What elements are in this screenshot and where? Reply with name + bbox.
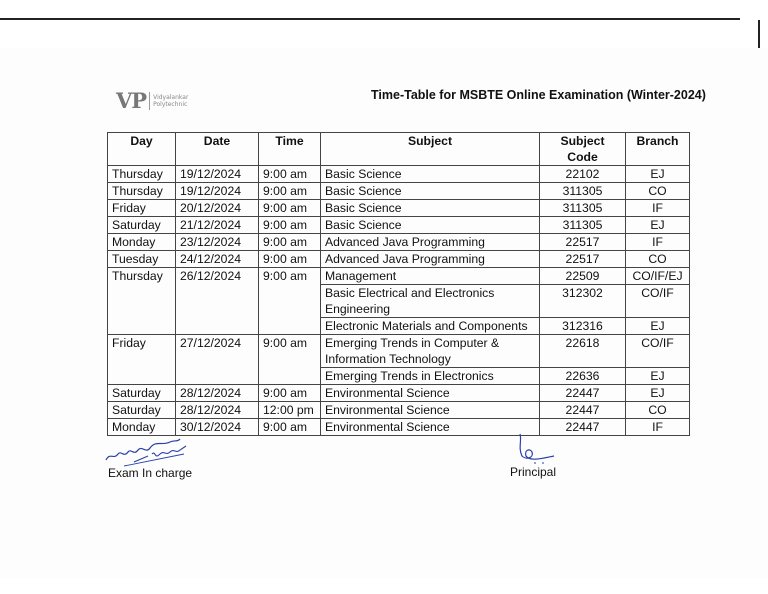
cell-day: Saturday (108, 217, 176, 234)
exam-incharge-label: Exam In charge (108, 466, 193, 480)
cell-subject: Management (321, 268, 540, 285)
cell-day: Thursday (108, 268, 176, 335)
cell-branch: CO/IF (626, 335, 690, 368)
cell-subject: Emerging Trends in Electronics (321, 368, 540, 385)
column-header-time: Time (259, 133, 321, 166)
table-row (108, 200, 690, 217)
cell-time: 9:00 am (259, 251, 321, 268)
cell-branch: CO (626, 183, 690, 200)
cell-code: 22509 (540, 268, 626, 285)
cell-branch: EJ (626, 166, 690, 183)
scan-border-top (0, 0, 768, 48)
cell-code: 312316 (540, 318, 626, 335)
cell-time: 9:00 am (259, 200, 321, 217)
column-header-subject-code: Subject Code (540, 133, 626, 166)
cell-subject (321, 335, 540, 368)
cell-branch: CO/IF/EJ (626, 268, 690, 285)
cell-day: Tuesday (108, 251, 176, 268)
scan-edge-line (0, 18, 740, 20)
column-header-subject: Subject (321, 133, 540, 166)
cell-branch: IF (626, 234, 690, 251)
cell-subject-line-1: Emerging Trends in Computer & (325, 336, 500, 350)
cell-code: 22447 (540, 385, 626, 402)
cell-code: 311305 (540, 217, 626, 234)
cell-date: 28/12/2024 (176, 402, 259, 419)
logo-text (153, 94, 188, 108)
cell-branch: IF (626, 419, 690, 436)
cell-day: Thursday (108, 166, 176, 183)
cell-subject: Environmental Science (321, 385, 540, 402)
table-row (108, 217, 690, 234)
table-row (108, 335, 690, 368)
cell-subject: Advanced Java Programming (321, 234, 540, 251)
principal-label: Principal (510, 465, 557, 479)
cell-date: 26/12/2024 (176, 268, 259, 335)
cell-subject: Basic Science (321, 200, 540, 217)
cell-day: Friday (108, 335, 176, 385)
cell-branch: EJ (626, 318, 690, 335)
cell-subject-line-1: Basic Electrical and Electronics (325, 286, 495, 300)
cell-date: 28/12/2024 (176, 385, 259, 402)
cell-time: 9:00 am (259, 268, 321, 335)
cell-branch: EJ (626, 368, 690, 385)
table-row (108, 234, 690, 251)
table-row (108, 251, 690, 268)
cell-code: 22618 (540, 335, 626, 368)
institute-logo (116, 90, 188, 111)
cell-date: 23/12/2024 (176, 234, 259, 251)
cell-date: 19/12/2024 (176, 183, 259, 200)
table-row (108, 268, 690, 285)
cell-day: Thursday (108, 183, 176, 200)
table-row (108, 402, 690, 419)
cell-code: 22102 (540, 166, 626, 183)
cell-day: Monday (108, 419, 176, 436)
logo-line-2: Polytechnic (153, 100, 188, 108)
cell-subject-line-2: Engineering (325, 302, 391, 316)
cell-date: 24/12/2024 (176, 251, 259, 268)
cell-subject: Electronic Materials and Components (321, 318, 540, 335)
cell-time: 9:00 am (259, 183, 321, 200)
scan-edge-line-right (758, 20, 760, 48)
cell-day: Saturday (108, 402, 176, 419)
timetable (107, 132, 690, 436)
cell-time: 9:00 am (259, 419, 321, 436)
cell-code: 311305 (540, 200, 626, 217)
cell-subject: Basic Science (321, 217, 540, 234)
cell-time: 9:00 am (259, 234, 321, 251)
signature-underline (124, 454, 184, 466)
cell-day: Saturday (108, 385, 176, 402)
cell-branch: CO (626, 251, 690, 268)
document-title: Time-Table for MSBTE Online Examination (Winter-2024) (371, 88, 706, 102)
cell-subject: Environmental Science (321, 419, 540, 436)
cell-time: 9:00 am (259, 335, 321, 385)
cell-date: 21/12/2024 (176, 217, 259, 234)
table-header-row (108, 133, 690, 166)
cell-code: 22447 (540, 419, 626, 436)
cell-branch: CO/IF (626, 285, 690, 318)
cell-day: Monday (108, 234, 176, 251)
cell-subject (321, 285, 540, 318)
table-row (108, 419, 690, 436)
cell-code: 22636 (540, 368, 626, 385)
cell-date: 20/12/2024 (176, 200, 259, 217)
signature-stroke (520, 434, 554, 459)
cell-date: 30/12/2024 (176, 419, 259, 436)
cell-branch: CO (626, 402, 690, 419)
cell-code: 22447 (540, 402, 626, 419)
cell-time: 9:00 am (259, 217, 321, 234)
exam-incharge-signature (104, 430, 194, 470)
table-row (108, 166, 690, 183)
cell-branch: EJ (626, 217, 690, 234)
logo-line-1: Vidyalankar (153, 93, 189, 101)
cell-subject-line-2: Information Technology (325, 352, 451, 366)
table-row (108, 183, 690, 200)
column-header-day: Day (108, 133, 176, 166)
cell-subject: Environmental Science (321, 402, 540, 419)
cell-time: 12:00 pm (259, 402, 321, 419)
cell-code: 22517 (540, 251, 626, 268)
column-header-date: Date (176, 133, 259, 166)
logo-divider (149, 92, 150, 110)
cell-code: 311305 (540, 183, 626, 200)
cell-time: 9:00 am (259, 166, 321, 183)
table-row (108, 385, 690, 402)
cell-branch: EJ (626, 385, 690, 402)
cell-subject: Basic Science (321, 183, 540, 200)
column-header-branch: Branch (626, 133, 690, 166)
cell-day: Friday (108, 200, 176, 217)
logo-mark: VP (116, 88, 147, 113)
cell-branch: IF (626, 200, 690, 217)
cell-code: 22517 (540, 234, 626, 251)
cell-subject: Advanced Java Programming (321, 251, 540, 268)
cell-date: 27/12/2024 (176, 335, 259, 385)
cell-date: 19/12/2024 (176, 166, 259, 183)
scan-border-bottom (0, 578, 768, 594)
cell-subject: Basic Science (321, 166, 540, 183)
cell-time: 9:00 am (259, 385, 321, 402)
principal-signature (510, 430, 560, 466)
cell-code: 312302 (540, 285, 626, 318)
